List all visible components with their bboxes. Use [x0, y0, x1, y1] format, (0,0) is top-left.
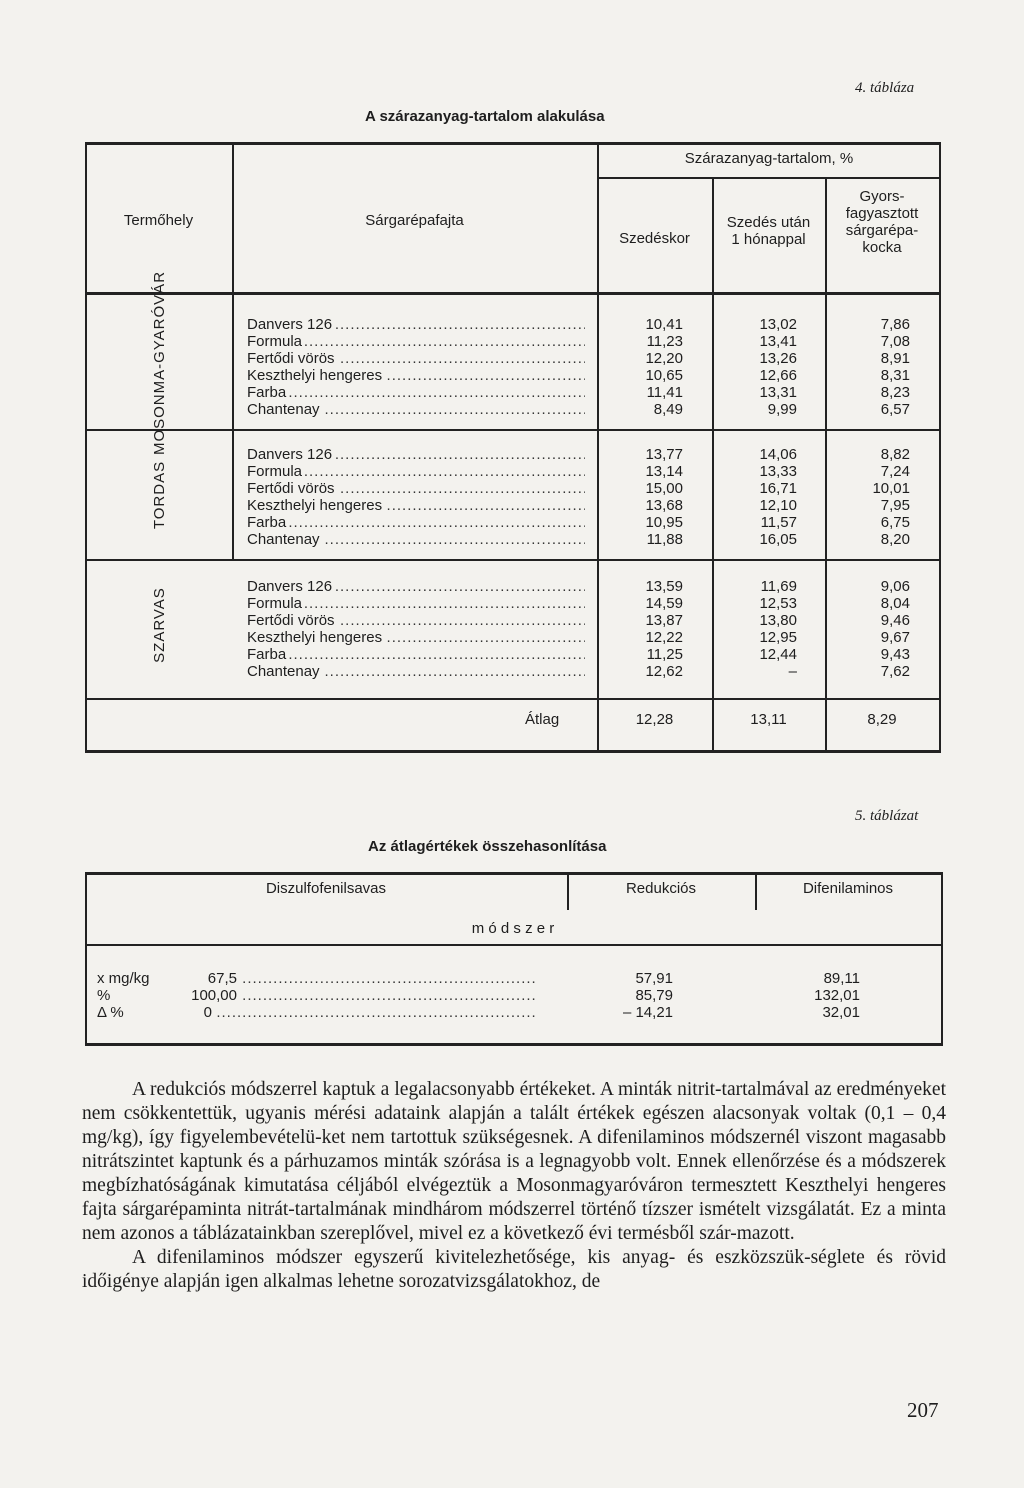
average-frozen: 8,29 — [867, 711, 897, 728]
header-after-month: Szedés után 1 hónappal — [726, 214, 811, 248]
variety-name: Chantenay ..... — [247, 531, 585, 548]
frozen-values: 9,06 8,04 9,46 9,67 9,43 7,62 — [880, 578, 910, 680]
variety-name: Chantenay ..... — [247, 401, 585, 418]
diphenylamine-values: 89,11 132,01 32,01 — [814, 970, 860, 1021]
header-diphenylamine: Difenilaminos — [802, 880, 894, 897]
variety-name: Fertődi vörös ..... — [247, 480, 585, 497]
variety-name: Formula ..... — [247, 463, 585, 480]
site-label: MOSONMA-GYARÓVÁR — [151, 270, 168, 456]
variety-name: Chantenay ..... — [247, 663, 585, 680]
header-frozen: Gyors-fagyasztott sárgarépa-kocka — [845, 188, 919, 256]
variety-name: Formula ..... — [247, 333, 585, 350]
variety-name: Keszthelyi hengeres ..... — [247, 497, 585, 514]
header-method: m ó d s z e r — [471, 920, 555, 937]
variety-name: Danvers 126 ..... — [247, 578, 585, 595]
body-text — [82, 1078, 946, 1294]
harvest-values: 13,59 14,59 13,87 12,22 11,25 12,62 — [645, 578, 683, 680]
header-reduction: Redukciós — [625, 880, 697, 897]
variety-name: Fertődi vörös ..... — [247, 612, 585, 629]
variety-name: Keszthelyi hengeres ..... — [247, 367, 585, 384]
table4-label: 4. tábláza — [855, 80, 915, 96]
variety-list — [247, 578, 585, 680]
table4-title: A szárazanyag-tartalom alakulása — [365, 108, 605, 125]
paragraph-2: A difenilaminos módszer egyszerű kivitelezhetősége, kis anyag- és eszközszük-séglete és rövid időigénye alapján igen alkalmas lehetne sorozatvizsgálatokhoz, de — [82, 1247, 946, 1292]
variety-name: Keszthelyi hengeres ..... — [247, 629, 585, 646]
paragraph-1: A redukciós módszerrel kaptuk a legalacsonyabb értékeket. A minták nitrit-tartalmával az eredményeket nem csökkentettük, ugyanis mérési adataink alapján a talált értékek egészen alacsonyak voltak (0,1 – 0,4 mg/kg), így figyelembevételü-ket nem tartottuk szükségesnek. A difenilaminos módszernél viszont magasabb nitrátszintet kaptunk és a párhuzamos minták szórása is a legnagyobb volt. Ennek ellenőrzése és a módszerek megbízhatóságának kimutatása céljából elvégeztük a Mosonmagyaróváron termesztett Keszthelyi hengeres fajta sárgarépaminta nitrát-tartalmának mindhárom módszerrel történő tízszer ismételt vizsgálatát. Ez a minta nem azonos a táblázatainkban szereplővel, mivel ez a következő évi termésből szár-mazott. — [82, 1079, 946, 1244]
variety-list — [247, 446, 585, 548]
average-harvest: 12,28 — [635, 711, 674, 728]
variety-name: Danvers 126 ..... — [247, 316, 585, 333]
harvest-values: 13,77 13,14 15,00 13,68 10,95 11,88 — [645, 446, 683, 548]
site-label: TORDAS — [151, 460, 168, 530]
average-after-month: 13,11 — [750, 711, 787, 728]
table5-label: 5. táblázat — [855, 808, 919, 824]
variety-name: Danvers 126 ..... — [247, 446, 585, 463]
page-number: 207 — [907, 1398, 939, 1422]
after-month-values: 13,02 13,41 13,26 12,66 13,31 9,99 — [759, 316, 797, 418]
variety-name: Farba ..... — [247, 514, 585, 531]
after-month-values: 11,69 12,53 13,80 12,95 12,44 – — [759, 578, 797, 680]
header-site: Termőhely — [123, 212, 194, 229]
header-dry-matter: Szárazanyag-tartalom, % — [684, 150, 854, 167]
frozen-values: 8,82 7,24 10,01 7,95 6,75 8,20 — [872, 446, 910, 548]
frozen-values: 7,86 7,08 8,91 8,31 8,23 6,57 — [880, 316, 910, 418]
variety-list — [247, 316, 585, 418]
header-variety: Sárgarépafajta — [365, 212, 464, 229]
average-label: Átlag — [525, 711, 560, 728]
after-month-values: 14,06 13,33 16,71 12,10 11,57 16,05 — [759, 446, 797, 548]
variety-name: Farba ..... — [247, 646, 585, 663]
row-labels: x mg/kg % Δ % — [97, 970, 150, 1021]
variety-name: Fertődi vörös ..... — [247, 350, 585, 367]
header-disulfophenol: Diszulfofenilsavas — [265, 880, 387, 897]
header-harvest: Szedéskor — [619, 230, 690, 247]
disulfophenol-values: 67,5 ..... 100,00 ..... 0 ..... — [175, 970, 537, 1021]
site-label: SZARVAS — [151, 587, 168, 663]
harvest-values: 10,41 11,23 12,20 10,65 11,41 8,49 — [645, 316, 683, 418]
table5-title: Az átlagértékek összehasonlítása — [368, 838, 607, 855]
variety-name: Farba ..... — [247, 384, 585, 401]
reduction-values: 57,91 85,79 – 14,21 — [622, 970, 673, 1021]
variety-name: Formula ..... — [247, 595, 585, 612]
table4 — [85, 142, 941, 754]
table5 — [85, 872, 943, 1047]
